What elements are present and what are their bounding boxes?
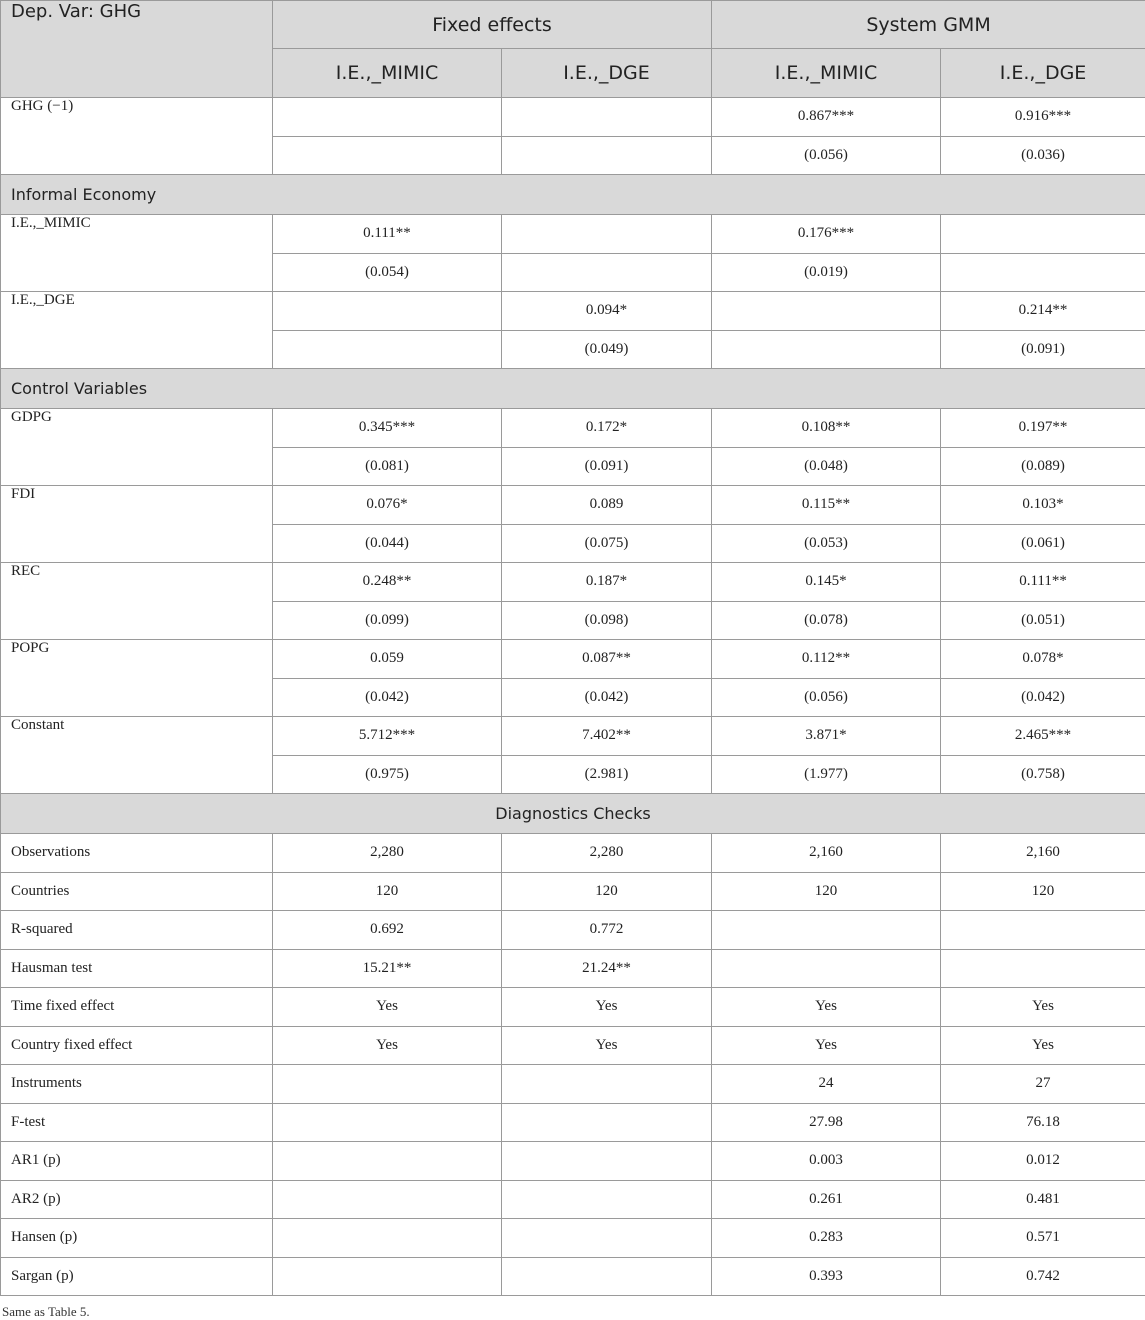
se-cell <box>712 330 941 369</box>
coef-cell: 0.076* <box>273 486 502 525</box>
value-cell: 21.24** <box>502 949 712 988</box>
value-cell <box>941 949 1145 988</box>
table-row <box>1 486 1145 525</box>
se-cell: (0.042) <box>941 678 1145 717</box>
table-row <box>1 98 1145 137</box>
coef-cell: 0.916*** <box>941 98 1145 137</box>
diagnostic-row <box>1 949 1145 988</box>
row-label: R-squared <box>1 911 273 950</box>
coef-cell: 0.345*** <box>273 409 502 448</box>
diagnostic-row <box>1 1065 1145 1104</box>
table-row <box>1 292 1145 331</box>
se-cell: (0.049) <box>502 330 712 369</box>
diagnostic-row <box>1 911 1145 950</box>
value-cell: 0.772 <box>502 911 712 950</box>
section-control-variables: Control Variables <box>1 369 1145 409</box>
value-cell: Yes <box>712 988 941 1027</box>
se-cell: (0.042) <box>273 678 502 717</box>
value-cell <box>273 1103 502 1142</box>
value-cell <box>502 1180 712 1219</box>
se-cell <box>273 136 502 175</box>
row-label: Constant <box>1 717 273 794</box>
row-label: AR1 (p) <box>1 1142 273 1181</box>
dep-var-header: Dep. Var: GHG <box>1 1 273 98</box>
se-cell <box>273 330 502 369</box>
section-row <box>1 369 1145 409</box>
row-label: AR2 (p) <box>1 1180 273 1219</box>
value-cell <box>502 1219 712 1258</box>
se-cell: (0.044) <box>273 524 502 563</box>
table-row <box>1 640 1145 679</box>
row-label: I.E.,_MIMIC <box>1 215 273 292</box>
se-cell: (1.977) <box>712 755 941 794</box>
value-cell: 2,280 <box>273 834 502 873</box>
se-cell: (0.056) <box>712 678 941 717</box>
table-row <box>1 215 1145 254</box>
diagnostic-row <box>1 1180 1145 1219</box>
value-cell <box>273 1065 502 1104</box>
coef-cell: 0.197** <box>941 409 1145 448</box>
value-cell: 2,160 <box>712 834 941 873</box>
row-label: FDI <box>1 486 273 563</box>
value-cell: 2,280 <box>502 834 712 873</box>
value-cell: 0.012 <box>941 1142 1145 1181</box>
se-cell: (0.975) <box>273 755 502 794</box>
section-informal-economy: Informal Economy <box>1 175 1145 215</box>
se-cell: (0.054) <box>273 253 502 292</box>
se-cell: (0.056) <box>712 136 941 175</box>
se-cell: (0.075) <box>502 524 712 563</box>
section-diagnostics-checks: Diagnostics Checks <box>1 794 1145 834</box>
column-header: I.E.,_DGE <box>502 49 712 98</box>
value-cell: 0.692 <box>273 911 502 950</box>
coef-cell: 0.187* <box>502 563 712 602</box>
value-cell: Yes <box>273 988 502 1027</box>
group-header-fixed-effects: Fixed effects <box>273 1 712 49</box>
coef-cell: 0.089 <box>502 486 712 525</box>
value-cell <box>502 1065 712 1104</box>
row-label: Hansen (p) <box>1 1219 273 1258</box>
coef-cell: 0.172* <box>502 409 712 448</box>
value-cell <box>712 949 941 988</box>
value-cell: Yes <box>941 1026 1145 1065</box>
value-cell: 27.98 <box>712 1103 941 1142</box>
table-row <box>1 717 1145 756</box>
row-label: Countries <box>1 872 273 911</box>
se-cell: (0.051) <box>941 601 1145 640</box>
row-label: Sargan (p) <box>1 1257 273 1296</box>
coef-cell: 0.103* <box>941 486 1145 525</box>
table-body <box>1 98 1145 1296</box>
row-label: Instruments <box>1 1065 273 1104</box>
value-cell: 2,160 <box>941 834 1145 873</box>
value-cell: 0.571 <box>941 1219 1145 1258</box>
row-label: Observations <box>1 834 273 873</box>
value-cell <box>712 911 941 950</box>
row-label: I.E.,_DGE <box>1 292 273 369</box>
coef-cell <box>273 98 502 137</box>
se-cell: (0.036) <box>941 136 1145 175</box>
value-cell: 0.481 <box>941 1180 1145 1219</box>
value-cell: 76.18 <box>941 1103 1145 1142</box>
coef-cell: 0.115** <box>712 486 941 525</box>
coef-cell: 0.176*** <box>712 215 941 254</box>
table-row <box>1 563 1145 602</box>
value-cell: Yes <box>941 988 1145 1027</box>
group-header-system-gmm: System GMM <box>712 1 1145 49</box>
coef-cell: 2.465*** <box>941 717 1145 756</box>
se-cell <box>502 136 712 175</box>
coef-cell <box>712 292 941 331</box>
value-cell <box>502 1257 712 1296</box>
coef-cell <box>273 292 502 331</box>
value-cell <box>502 1142 712 1181</box>
value-cell <box>273 1257 502 1296</box>
diagnostic-row <box>1 1103 1145 1142</box>
value-cell: 0.003 <box>712 1142 941 1181</box>
value-cell: 120 <box>712 872 941 911</box>
coef-cell: 3.871* <box>712 717 941 756</box>
row-label: Time fixed effect <box>1 988 273 1027</box>
section-row <box>1 794 1145 834</box>
column-header: I.E.,_DGE <box>941 49 1145 98</box>
coef-cell: 0.214** <box>941 292 1145 331</box>
se-cell: (0.048) <box>712 447 941 486</box>
coef-cell: 0.094* <box>502 292 712 331</box>
value-cell: 24 <box>712 1065 941 1104</box>
se-cell: (0.061) <box>941 524 1145 563</box>
diagnostic-row <box>1 988 1145 1027</box>
se-cell: (2.981) <box>502 755 712 794</box>
diagnostic-row <box>1 872 1145 911</box>
value-cell: 0.393 <box>712 1257 941 1296</box>
value-cell <box>502 1103 712 1142</box>
coef-cell: 0.111** <box>941 563 1145 602</box>
row-label: REC <box>1 563 273 640</box>
row-label: Country fixed effect <box>1 1026 273 1065</box>
value-cell: 0.283 <box>712 1219 941 1258</box>
coef-cell: 0.867*** <box>712 98 941 137</box>
se-cell <box>941 253 1145 292</box>
value-cell: Yes <box>502 1026 712 1065</box>
value-cell <box>941 911 1145 950</box>
se-cell: (0.081) <box>273 447 502 486</box>
se-cell: (0.089) <box>941 447 1145 486</box>
coef-cell: 0.108** <box>712 409 941 448</box>
column-header: I.E.,_MIMIC <box>273 49 502 98</box>
diagnostic-row <box>1 1142 1145 1181</box>
coef-cell: 0.087** <box>502 640 712 679</box>
value-cell: 120 <box>502 872 712 911</box>
se-cell: (0.091) <box>502 447 712 486</box>
coef-cell <box>502 215 712 254</box>
value-cell: 15.21** <box>273 949 502 988</box>
coef-cell: 0.248** <box>273 563 502 602</box>
value-cell: 0.742 <box>941 1257 1145 1296</box>
se-cell: (0.099) <box>273 601 502 640</box>
coef-cell: 0.112** <box>712 640 941 679</box>
value-cell: 120 <box>273 872 502 911</box>
value-cell: Yes <box>502 988 712 1027</box>
se-cell: (0.091) <box>941 330 1145 369</box>
value-cell: 27 <box>941 1065 1145 1104</box>
row-label: F-test <box>1 1103 273 1142</box>
value-cell: 0.261 <box>712 1180 941 1219</box>
se-cell: (0.019) <box>712 253 941 292</box>
coef-cell <box>502 98 712 137</box>
diagnostic-row <box>1 1257 1145 1296</box>
row-label: GDPG <box>1 409 273 486</box>
section-row <box>1 175 1145 215</box>
diagnostic-row <box>1 1026 1145 1065</box>
coef-cell <box>941 215 1145 254</box>
row-label: Hausman test <box>1 949 273 988</box>
se-cell: (0.078) <box>712 601 941 640</box>
coef-cell: 0.111** <box>273 215 502 254</box>
se-cell: (0.053) <box>712 524 941 563</box>
coef-cell: 0.078* <box>941 640 1145 679</box>
se-cell: (0.042) <box>502 678 712 717</box>
coef-cell: 7.402** <box>502 717 712 756</box>
value-cell <box>273 1180 502 1219</box>
diagnostic-row <box>1 834 1145 873</box>
value-cell <box>273 1219 502 1258</box>
row-label: POPG <box>1 640 273 717</box>
diagnostic-row <box>1 1219 1145 1258</box>
table-row <box>1 409 1145 448</box>
coef-cell: 5.712*** <box>273 717 502 756</box>
table-note: Same as Table 5. <box>2 1304 90 1320</box>
value-cell: Yes <box>273 1026 502 1065</box>
coef-cell: 0.059 <box>273 640 502 679</box>
se-cell: (0.098) <box>502 601 712 640</box>
se-cell: (0.758) <box>941 755 1145 794</box>
value-cell: Yes <box>712 1026 941 1065</box>
row-label: GHG (−1) <box>1 98 273 175</box>
se-cell <box>502 253 712 292</box>
value-cell: 120 <box>941 872 1145 911</box>
value-cell <box>273 1142 502 1181</box>
column-header: I.E.,_MIMIC <box>712 49 941 98</box>
coef-cell: 0.145* <box>712 563 941 602</box>
